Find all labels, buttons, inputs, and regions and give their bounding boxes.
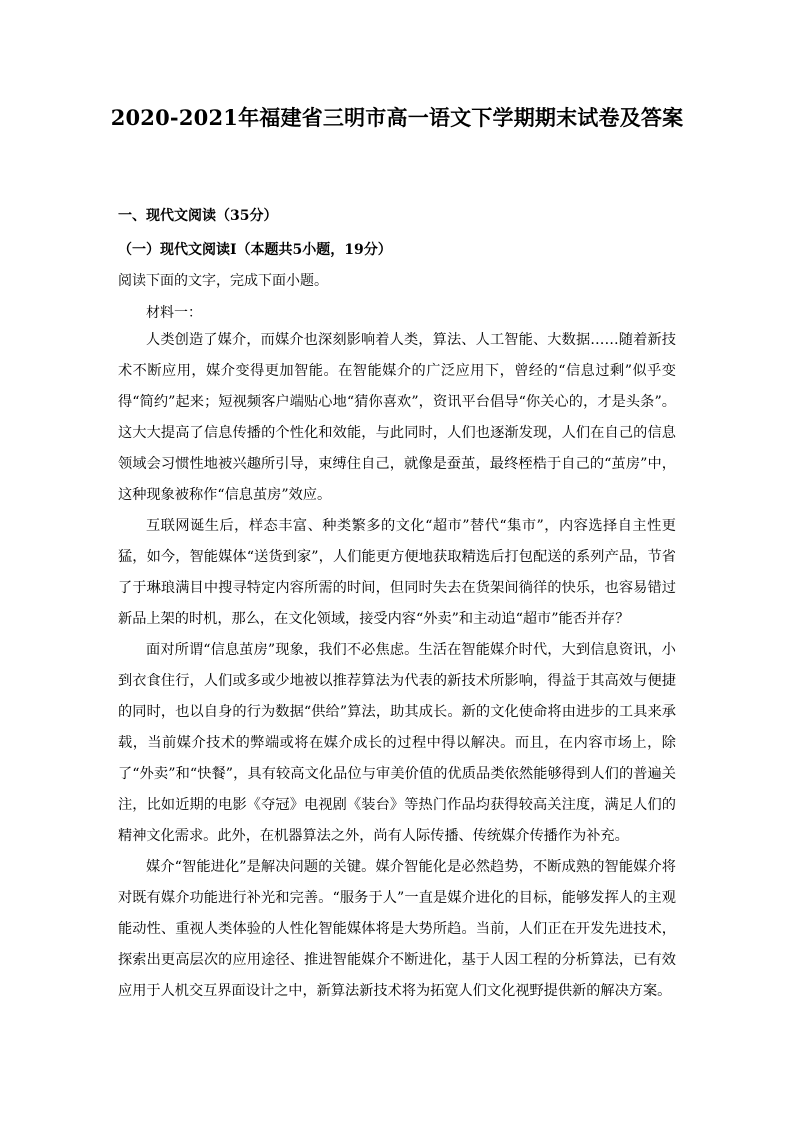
body-paragraph-2: 互联网诞生后，样态丰富、种类繁多的文化“超市”替代“集市”，内容选择自主性更猛，如今，智能媒体“送货到家”，人们能更方便地获取精选后打包配送的系列产品，节省了于琳琅满目中搜寻特定内容所需的时间，但同时失去在货架间徜徉的快乐，也容易错过新品上架的时机，那么，在文化领域，接受内容“外卖”和主动追“超市”能否并存？ — [118, 518, 676, 627]
body-paragraph-1: 人类创造了媒介，而媒介也深刻影响着人类，算法、人工智能、大数据……随着新技术不断应用，媒介变得更加智能。在智能媒介的广泛应用下，曾经的“信息过剩”似乎变得“简约”起来；短视频客户端贴心地“猜你喜欢”，资讯平台倡导“你关心的，才是头条”。这大大提高了信息传播的个性化和效能，与此同时，人们也逐渐发现，人们在自己的信息领域会习惯性地被兴趣所引导，束缚住自己，就像是蚕茧，最终桎梏于自己的“茧房”中，这种现象被称作“信息茧房”效应。 — [118, 332, 676, 503]
sub-heading: （一）现代文阅读Ⅰ（本题共5小题，19分） — [118, 242, 392, 258]
material-label: 材料一： — [146, 305, 202, 321]
reading-instruction: 阅读下面的文字，完成下面小题。 — [118, 273, 328, 289]
body-paragraph-4: 媒介“智能进化”是解决问题的关键。媒介智能化是必然趋势，不断成熟的智能媒介将对既有媒介功能进行补光和完善。“服务于人”一直是媒介进化的目标，能够发挥人的主观能动性、重视人类体验的人性化智能媒体将是大势所趋。当前，人们正在开发先进技术，探索出更高层次的应用途径、推进智能媒介不断进化，基于人因工程的分析算法，已有效应用于人机交互界面设计之中，新算法新技术将为拓宽人们文化视野提供新的解决方案。 — [118, 859, 676, 999]
document-title: 2020-2021年福建省三明市高一语文下学期期末试卷及答案 — [110, 105, 684, 130]
body-paragraph-3: 面对所谓“信息茧房”现象，我们不必焦虑。生活在智能媒介时代，大到信息资讯，小到衣食住行，人们或多或少地被以推荐算法为代表的新技术所影响，得益于其高效与便捷的同时，也以自身的行为数据“供给”算法，助其成长。新的文化使命将由进步的工具来承载，当前媒介技术的弊端或将在媒介成长的过程中得以解决。而且，在内容市场上，除了“外卖”和“快餐”，具有较高文化品位与审美价值的优质品类依然能够得到人们的普遍关注，比如近期的电影《夺冠》电视剧《装台》等热门作品均获得较高关注度，满足人们的精神文化需求。此外，在机器算法之外，尚有人际传播、传统媒介传播作为补充。 — [118, 642, 676, 844]
section-heading: 一、现代文阅读（35分） — [118, 208, 278, 224]
